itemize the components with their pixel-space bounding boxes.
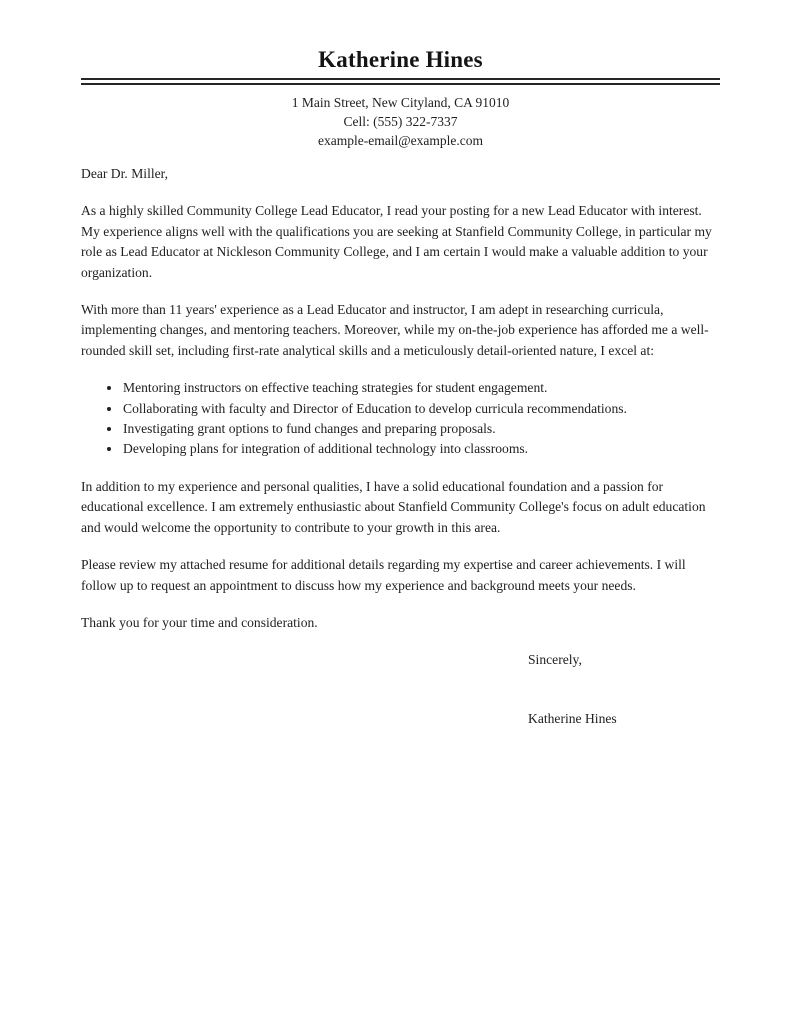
paragraph-intro: As a highly skilled Community College Lead Educator, I read your posting for a new Lead Educator with interest. My experience aligns well with the qualifications you are seeking at Stanfield Community College, in particular my role as Lead Educator at Nickleson Community College, and I am certain I would make a valuable addition to your organization.: [81, 203, 712, 280]
skills-list: [81, 378, 720, 460]
skills-list-item: • Mentoring instructors on effective teaching strategies for student engagement.: [122, 378, 720, 398]
signoff-block: [528, 650, 720, 729]
letter-header: [81, 46, 720, 150]
skills-list-item: • Collaborating with faculty and Director of Education to develop curricula recommendations.: [122, 399, 720, 419]
paragraph-thanks: Thank you for your time and consideration.: [81, 614, 318, 630]
address-line: 1 Main Street, New Cityland, CA 91010: [291, 95, 510, 110]
skills-list-item: • Investigating grant options to fund changes and preparing proposals.: [122, 419, 720, 439]
paragraph-experience: With more than 11 years' experience as a Lead Educator and instructor, I am adept in researching curricula, implementing changes, and mentoring teachers. Moreover, while my on-the-job experience has afforded me a well-rounded skill set, including first-rate analytical skills and a meticulously detail-oriented nature, I excel at:: [81, 302, 709, 358]
skills-list-item: • Developing plans for integration of additional technology into classrooms.: [122, 439, 720, 459]
closing-line: Sincerely,: [528, 652, 582, 668]
author-name: Katherine Hines: [318, 47, 483, 72]
greeting: Dear Dr. Miller,: [81, 166, 169, 181]
header-divider: [81, 78, 720, 85]
phone-line: Cell: (555) 322-7337: [343, 114, 458, 129]
paragraph-education: In addition to my experience and personal qualities, I have a solid educational foundation and a passion for educational excellence. I am extremely enthusiastic about Stanfield Community College's focus on adult education and would welcome the opportunity to contribute to your growth in this area.: [81, 478, 706, 535]
paragraph-resume: Please review my attached resume for additional details regarding my expertise and career achievements. I will follow up to request an appointment to discuss how my experience and background meets your needs.: [81, 557, 686, 593]
contact-block: [81, 93, 720, 150]
signature-name: Katherine Hines: [528, 710, 617, 726]
email-line: example-email@example.com: [318, 133, 483, 148]
letter-body: [81, 164, 720, 729]
